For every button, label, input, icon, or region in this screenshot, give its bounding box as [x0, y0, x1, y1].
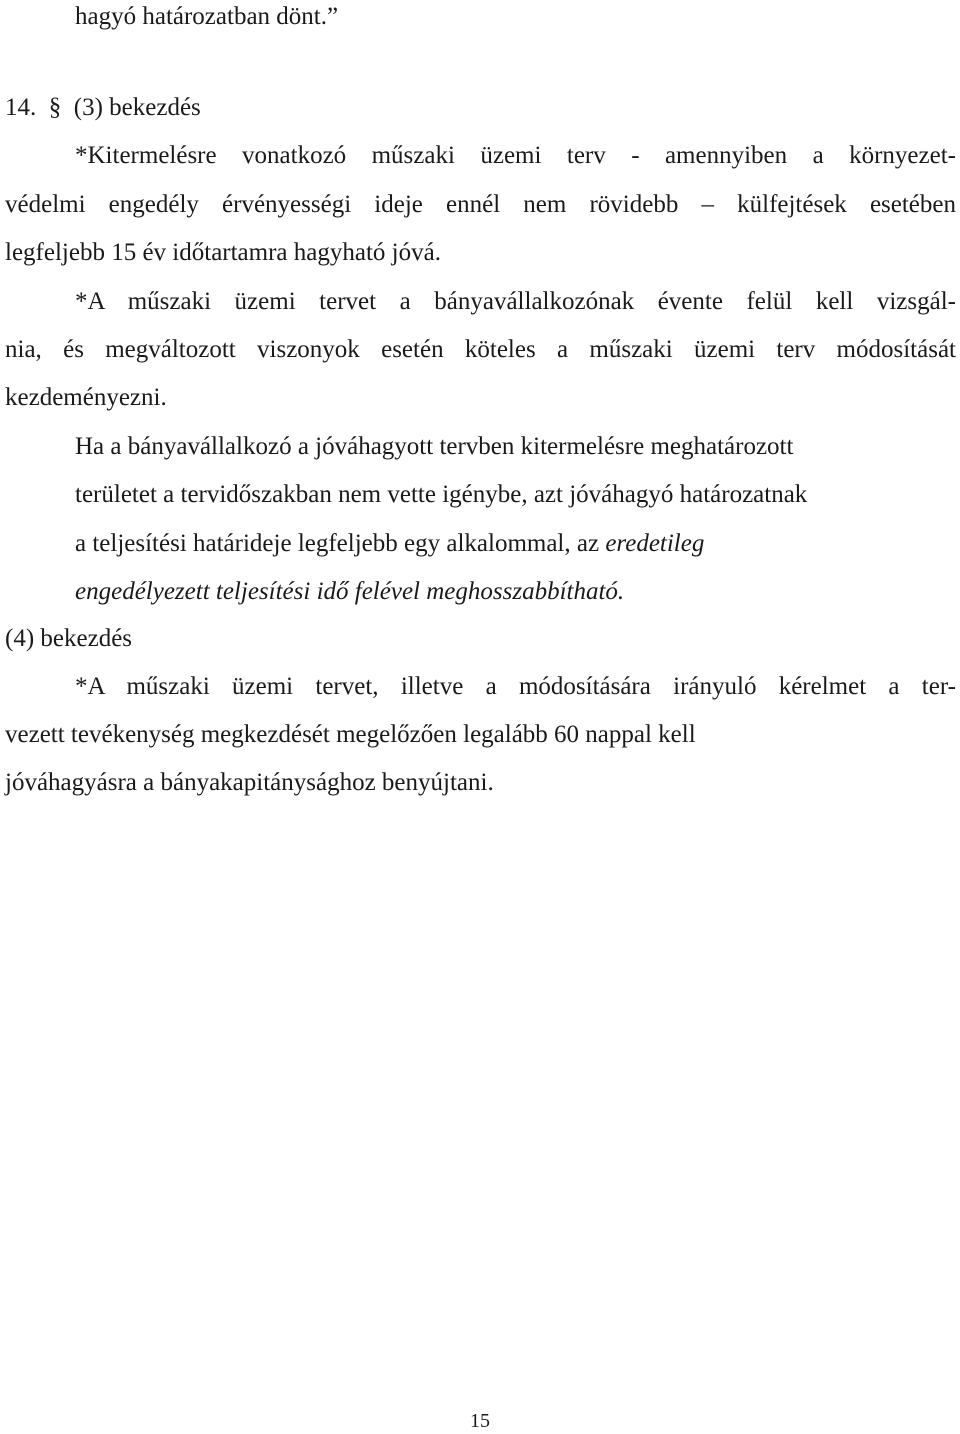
paragraph-4-heading: (4) bekezdés [5, 625, 133, 652]
paragraph-line: *Kitermelésre vonatkozó műszaki üzemi terv - amennyiben a környezet- [75, 142, 956, 169]
paragraph-line [75, 529, 704, 559]
paragraph-line: területet a tervidőszakban nem vette igénybe, azt jóváhagyó határozatnak [75, 481, 808, 508]
paragraph-line: védelmi engedély érvényességi ideje ennél nem rövidebb – külfejtések esetében [5, 191, 956, 218]
italic-paragraph-line: engedélyezett teljesítési idő felével meghosszabbítható. [75, 578, 625, 605]
text-line-continuation: hagyó határozatban dönt.” [75, 3, 339, 30]
paragraph-line: *A műszaki üzemi tervet, illetve a módosítására irányuló kérelmet a ter- [75, 673, 956, 700]
italic-text: eredetileg [605, 530, 705, 557]
paragraph-line: Ha a bányavállalkozó a jóváhagyott tervben kitermelésre meghatározott [75, 433, 794, 460]
paragraph-3-heading: (3) bekezdés [73, 94, 201, 121]
paragraph-line: legfeljebb 15 év időtartamra hagyható jóvá. [5, 239, 441, 266]
regular-text: a teljesítési határideje legfeljebb egy alkalommal, az [75, 530, 600, 557]
paragraph-line: vezett tevékenység megkezdését megelőzően legalább 60 nappal kell [5, 721, 696, 748]
paragraph-line: kezdeményezni. [5, 384, 167, 411]
section-heading [5, 93, 201, 123]
section-sign-icon: § [48, 94, 62, 121]
section-number: 14. [5, 94, 37, 121]
paragraph-line: nia, és megváltozott viszonyok esetén köteles a műszaki üzemi terv módosítását [5, 336, 956, 363]
page-number: 15 [470, 1410, 490, 1432]
paragraph-line: jóváhagyásra a bányakapitánysághoz benyújtani. [5, 769, 494, 796]
paragraph-line: *A műszaki üzemi tervet a bányavállalkozónak évente felül kell vizsgál- [75, 288, 956, 315]
